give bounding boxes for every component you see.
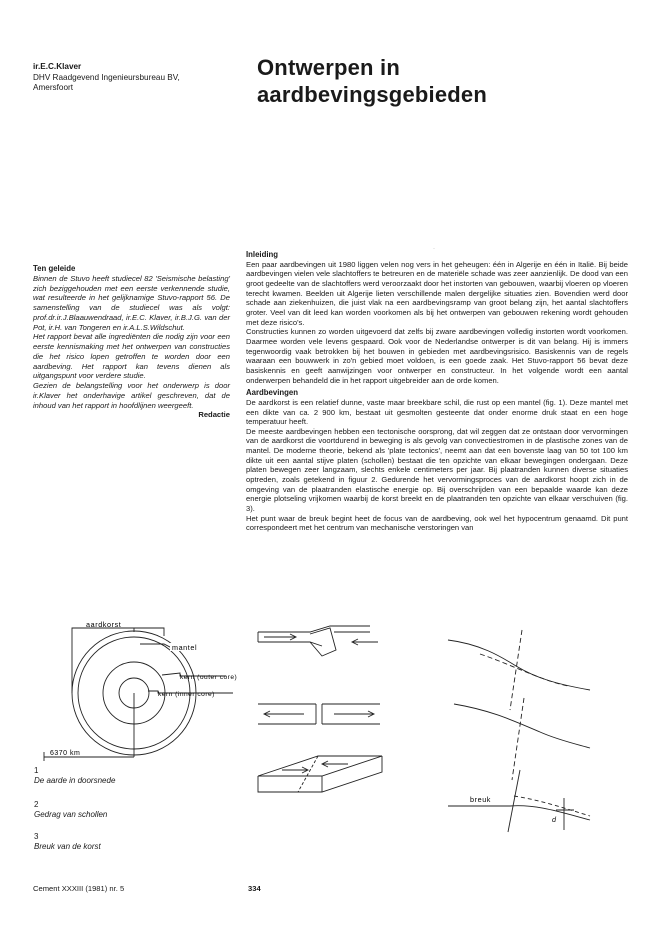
label-breuk: breuk — [470, 795, 491, 804]
caption-number: 3 — [34, 832, 39, 841]
body-paragraph: Het punt waar de breuk begint heet de focus van de aardbeving, ook wel het hypocentrum genaamd. Dit punt correspondeert met het centrum van mechanische verstoringen van — [246, 513, 628, 533]
title-line-1: Ontwerpen in — [257, 55, 400, 80]
section-heading-inleiding: Inleiding — [246, 250, 279, 259]
page-number: 334 — [248, 884, 261, 893]
editorial-intro — [33, 264, 230, 420]
article-body — [246, 250, 628, 533]
caption-text: Gedrag van schollen — [34, 810, 108, 819]
stray-mark: · — [433, 246, 435, 252]
intro-signoff: Redactie — [198, 410, 230, 420]
label-inner-core: kern (inner core) — [158, 691, 215, 698]
label-aardkorst: aardkorst — [86, 620, 122, 629]
figure-earth-cross-section — [30, 616, 245, 761]
body-paragraph: Constructies kunnen zo worden uitgevoerd dat zelfs bij zware aardbevingen volledig instorten wordt voorkomen. Daarmee worden vele levens gespaard. Ook voor de Nederlandse ontwerper is dit van belang. Hij is immers tegenwoordig vaak betrokken bij het bouwen in gebieden met aardbevingsrisico. Basiskennis van de regels waaraan een bouwwerk in zo'n gebied moet voldoen, is een goede zaak. Het Stuvo-rapport 56 bevat deze basiskennis en geeft aanwijzingen voor ontwerper en constructeur. In het volgende wordt een aantal onderwerpen behandeld die in het rapport uitgebreider aan de orde komen. — [246, 327, 628, 385]
caption-text: De aarde in doorsnede — [34, 776, 116, 785]
body-paragraph: De meeste aardbevingen hebben een tectonische oorsprong, dat wil zeggen dat ze ontstaan door vervormingen van de aardkorst die voortdurend in beweging is als gevolg van convectiestromen in de plastische zones van de mantel. De moderne theorie, bekend als 'plate tectonics', neemt aan dat een bovenste laag van 50 tot 100 km dikte uit een aantal stijve platen (schollen) bestaat die ten opzichte van elkaar bewegingen ondergaan. Deze platen bewegen zeer langzaam, slechts enkele centimeters per jaar. Bij plaatranden kunnen diverse situaties optreden, zoals getekend in figuur 2. Gedurende het vervormingsproces van de aardkorst hoopt zich in de omgeving van de plaatranden elastische energie op. Bij overschrijden van een bepaalde waarde kan deze energie plotseling vrijkomen waarbij de korst breekt en de plaatranden ten opzichte van elkaar verschuiven (fig. 3). — [246, 426, 628, 514]
author-name: ir.E.C.Klaver — [33, 62, 82, 71]
footer-journal: Cement XXXIII (1981) nr. 5 — [33, 884, 125, 893]
figure-caption-1 — [34, 766, 204, 786]
label-mantel: mantel — [172, 643, 198, 652]
caption-number: 2 — [34, 800, 39, 809]
caption-text: Breuk van de korst — [34, 842, 101, 851]
label-d: d — [552, 815, 556, 824]
caption-number: 1 — [34, 766, 39, 775]
body-paragraph: Een paar aardbevingen uit 1980 liggen velen nog vers in het geheugen: één in Algerije en één in Italië. Bij beide aardbevingen vielen vele slachtoffers te betreuren en de materiële schade was zeer aanzienlijk. De dood van een groot gedeelte van de slachtoffers werd veroorzaakt door het instorten van gebouwen, waarbij vloeren op vloeren terecht kwamen. Beelden uit Algerije lieten verschillende malen dergelijke situaties zien. Bovendien werd door schade aan ziekenhuizen, die juist vlak na een aardbevingsramp van groot belang zijn, het aantal slachtoffers groter. Veel van dit leed kan worden voorkomen als bij het ontwerpen van gebouwen rekening wordt gehouden met deze risico's. — [246, 259, 628, 327]
figure-fault — [440, 620, 610, 835]
article-title — [257, 54, 587, 108]
intro-paragraph: Het rapport bevat alle ingrediënten die nodig zijn voor een eerste kennismaking met het ontwerpen van constructies die het risico lopen getroffen te worden door een aardbeving. Het rapport kan tevens dienen als uitgangspunt voor verdere studie. — [33, 332, 230, 381]
figure-plate-behaviour — [252, 620, 402, 825]
author-city: Amersfoort — [33, 83, 74, 93]
author-block — [33, 62, 233, 94]
title-line-2: aardbevingsgebieden — [257, 82, 487, 107]
intro-heading: Ten geleide — [33, 264, 76, 273]
figure-caption-3 — [34, 832, 204, 852]
label-outer-core: kern (outer core) — [180, 674, 238, 681]
body-paragraph: De aardkorst is een relatief dunne, vaste maar breekbare schil, die rust op een mantel (fig. 1). Deze mantel met een dikte van ca. 2 900 km, bestaat uit gesmolten gesteente dat onder enorme druk staat en een hoge temperatuur heeft. — [246, 397, 628, 427]
section-heading-aardbevingen: Aardbevingen — [246, 388, 298, 398]
figure-caption-2 — [34, 800, 204, 820]
author-affiliation: DHV Raadgevend Ingenieursbureau BV, — [33, 72, 180, 82]
intro-paragraph: Binnen de Stuvo heeft studiecel 82 'Seismische belasting' zich beziggehouden met een eerste verkennende studie, wat resulteerde in het gelijknamige Stuvo-rapport 56. De samenstelling van de studiecel was als volgt: prof.dr.ir.J.Blaauwendraad, ir.E.C. Klaver, ir.B.J.G. van der Pot, ir.H. van Tongeren en ir.A.L.S.Wildschut. — [33, 273, 230, 332]
intro-paragraph: Gezien de belangstelling voor het onderwerp is door ir.Klaver het onderhavige artikel geschreven, dat de inhoud van het rapport in hoofdlijnen weergeeft. — [33, 381, 230, 410]
label-radius: 6370 km — [50, 750, 81, 757]
